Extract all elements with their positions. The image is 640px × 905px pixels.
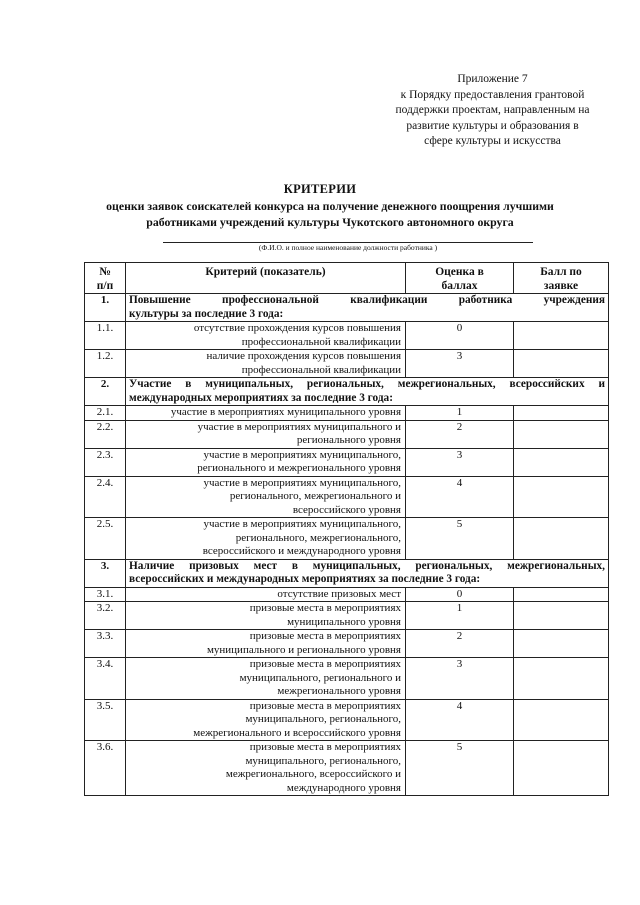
score-value: 4 <box>406 476 514 518</box>
application-points-cell[interactable] <box>514 699 609 741</box>
criterion-line: муниципального, регионального и <box>239 671 401 684</box>
criterion-text <box>126 699 406 741</box>
criterion-text <box>126 448 406 476</box>
application-points-cell[interactable] <box>514 602 609 630</box>
table-row <box>85 448 609 476</box>
appendix-line: сфере культуры и искусства <box>424 135 561 147</box>
criteria-rows <box>85 294 609 796</box>
document-subtitle <box>60 198 600 230</box>
criterion-text <box>126 350 406 378</box>
section-heading-line: Участие в муниципальных, региональных, межрегиональных, всероссийских и <box>129 378 605 390</box>
table-row <box>85 322 609 350</box>
table-row <box>85 476 609 518</box>
criterion-line: призовые места в мероприятиях <box>249 658 401 670</box>
application-points-cell[interactable] <box>514 322 609 350</box>
criterion-line: регионального, межрегионального и <box>229 490 401 502</box>
score-value: 2 <box>406 420 514 448</box>
fio-caption: (Ф.И.О. и полное наименование должности работника ) <box>258 243 438 252</box>
criterion-text <box>126 602 406 630</box>
score-value: 3 <box>406 448 514 476</box>
criterion-line: участие в мероприятиях муниципального, <box>203 476 401 489</box>
section-row <box>85 378 609 406</box>
score-value: 0 <box>406 587 514 602</box>
appendix-note <box>375 72 610 150</box>
criterion-text <box>126 476 406 518</box>
table-header-row <box>85 263 609 294</box>
section-heading-line: Повышение профессиональной квалификации работника учреждения <box>129 294 605 306</box>
criterion-line: призовые места в мероприятиях <box>249 699 401 712</box>
table-row <box>85 699 609 741</box>
row-number: 3.6. <box>85 741 126 796</box>
appendix-line: к Порядку предоставления грантовой <box>400 88 585 101</box>
table-row <box>85 587 609 602</box>
appendix-line: Приложение 7 <box>457 73 528 85</box>
score-value: 1 <box>406 406 514 421</box>
criterion-text <box>126 322 406 350</box>
table-row <box>85 350 609 378</box>
header-num-line: п/п <box>96 280 114 292</box>
row-number: 2.1. <box>85 406 126 421</box>
section-row <box>85 294 609 322</box>
criterion-line: участие в мероприятиях муниципального, <box>203 518 401 530</box>
document-title: КРИТЕРИИ <box>283 182 357 196</box>
application-points-cell[interactable] <box>514 658 609 700</box>
criterion-line: регионального и межрегионального уровня <box>197 462 401 474</box>
header-num-line: № <box>99 266 111 278</box>
row-number: 2.2. <box>85 420 126 448</box>
appendix-line: развитие культуры и образования в <box>406 119 579 132</box>
header-score-line: Оценка в <box>435 266 484 278</box>
header-points-line: Балл по <box>540 266 582 278</box>
score-value: 3 <box>406 350 514 378</box>
table-row <box>85 420 609 448</box>
criterion-line: наличие прохождения курсов повышения <box>206 350 401 362</box>
appendix-line: поддержки проектам, направленным на <box>395 104 590 116</box>
header-criterion: Критерий (показатель) <box>126 263 406 294</box>
score-value: 0 <box>406 322 514 350</box>
section-heading-line: культуры за последние 3 года: <box>129 307 284 320</box>
criterion-line: международного уровня <box>286 781 401 794</box>
criterion-line: участие в мероприятиях муниципального и <box>197 420 401 433</box>
row-number: 1.1. <box>85 322 126 350</box>
row-number: 1.2. <box>85 350 126 378</box>
criterion-line: муниципального, регионального, <box>245 754 401 767</box>
row-number: 3.3. <box>85 630 126 658</box>
row-number: 2.3. <box>85 448 126 476</box>
row-number: 3.2. <box>85 602 126 630</box>
application-points-cell[interactable] <box>514 476 609 518</box>
application-points-cell[interactable] <box>514 630 609 658</box>
criterion-line: регионального уровня <box>296 434 401 446</box>
section-row <box>85 559 609 587</box>
criterion-line: профессиональной квалификации <box>241 363 401 376</box>
score-value: 4 <box>406 699 514 741</box>
table-row <box>85 406 609 421</box>
header-score <box>406 263 514 294</box>
criterion-line: всероссийского уровня <box>292 503 401 516</box>
criterion-line: муниципального, регионального, <box>245 713 401 725</box>
criterion-text <box>126 741 406 796</box>
criterion-line: участие в мероприятиях муниципального уровня <box>170 406 401 418</box>
score-value: 2 <box>406 630 514 658</box>
criterion-line: отсутствие призовых мест <box>277 587 401 600</box>
score-value: 5 <box>406 741 514 796</box>
row-number: 3.1. <box>85 587 126 602</box>
criterion-text <box>126 630 406 658</box>
row-number: 3.4. <box>85 658 126 700</box>
row-number: 2. <box>85 378 126 406</box>
criterion-line: муниципального и регионального уровня <box>206 643 401 656</box>
section-heading-line: Наличие призовых мест в муниципальных, региональных, межрегиональных, <box>129 559 605 572</box>
section-heading <box>126 559 609 587</box>
header-num <box>85 263 126 294</box>
header-score-line: баллах <box>441 280 478 292</box>
subtitle-line: оценки заявок соискателей конкурса на получение денежного поощрения лучшими <box>106 199 554 213</box>
application-points-cell[interactable] <box>514 741 609 796</box>
row-number: 2.4. <box>85 476 126 518</box>
application-points-cell[interactable] <box>514 518 609 560</box>
criterion-line: призовые места в мероприятиях <box>249 630 401 642</box>
application-points-cell[interactable] <box>514 420 609 448</box>
application-points-cell[interactable] <box>514 406 609 421</box>
subtitle-line: работниками учреждений культуры Чукотского автономного округа <box>146 215 514 229</box>
criterion-line: регионального, межрегионального, <box>235 531 401 544</box>
criterion-text <box>126 406 406 421</box>
section-heading-line: международных мероприятиях за последние 3 года: <box>129 391 393 404</box>
table-row <box>85 630 609 658</box>
criterion-line: межрегионального уровня <box>277 685 401 697</box>
criterion-line: участие в мероприятиях муниципального, <box>203 448 401 461</box>
table-row <box>85 602 609 630</box>
criterion-text <box>126 420 406 448</box>
criteria-table <box>84 262 609 796</box>
criterion-line: межрегионального и всероссийского уровня <box>193 726 401 739</box>
row-number: 3.5. <box>85 699 126 741</box>
row-number: 1. <box>85 294 126 322</box>
section-heading <box>126 378 609 406</box>
table-row <box>85 518 609 560</box>
application-points-cell[interactable] <box>514 350 609 378</box>
criterion-text <box>126 658 406 700</box>
criterion-line: межрегионального, всероссийского и <box>225 768 401 780</box>
section-heading-line: всероссийских и международных мероприятиях за последние 3 года: <box>129 573 481 585</box>
criterion-line: профессиональной квалификации <box>241 335 401 348</box>
application-points-cell[interactable] <box>514 587 609 602</box>
row-number: 3. <box>85 559 126 587</box>
criterion-text <box>126 518 406 560</box>
header-points-line: заявке <box>543 280 579 292</box>
criterion-line: призовые места в мероприятиях <box>249 602 401 614</box>
criterion-line: муниципального уровня <box>287 615 401 628</box>
criterion-line: призовые места в мероприятиях <box>249 741 401 753</box>
table-row <box>85 658 609 700</box>
section-heading <box>126 294 609 322</box>
table-row <box>85 741 609 796</box>
score-value: 3 <box>406 658 514 700</box>
application-points-cell[interactable] <box>514 448 609 476</box>
row-number: 2.5. <box>85 518 126 560</box>
criterion-text <box>126 587 406 602</box>
header-points <box>514 263 609 294</box>
score-value: 5 <box>406 518 514 560</box>
criterion-line: всероссийского и международного уровня <box>202 545 401 557</box>
criterion-line: отсутствие прохождения курсов повышения <box>193 322 401 334</box>
score-value: 1 <box>406 602 514 630</box>
